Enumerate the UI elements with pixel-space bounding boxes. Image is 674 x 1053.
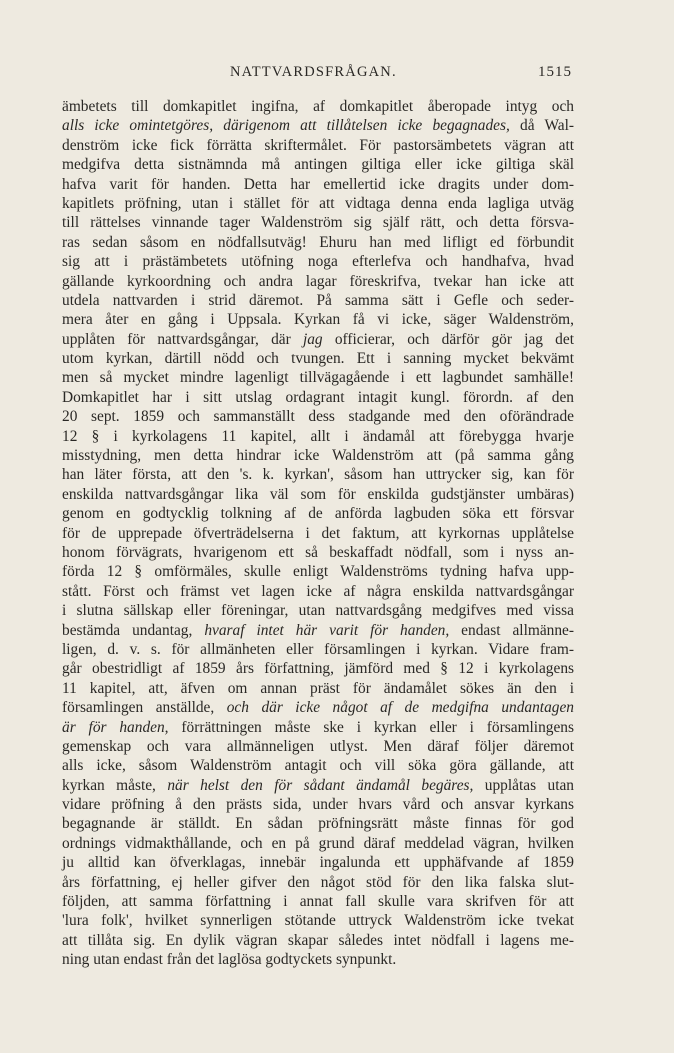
text-run: men så mycket mindre lagenligt tillvägagående i ett lagbundet samhälle!	[62, 369, 574, 387]
text-run: mera åter en gång i Uppsala. Kyrkan få vi icke, säger Waldenström,	[62, 311, 574, 329]
text-line	[62, 853, 574, 872]
text-line	[62, 543, 574, 562]
text-run: 11 kapitel, att, äfven om annan präst för ändamålet sökes än den i	[62, 679, 574, 697]
text-line	[62, 349, 574, 368]
text-line	[62, 368, 574, 387]
text-run: denström icke fick förrätta skriftermålet. För pastorsämbetets vägran att	[62, 136, 574, 154]
text-run: utom kyrkan, därtill nödd och tvungen. Ett i sanning mycket bekvämt	[62, 350, 574, 368]
text-line	[62, 233, 574, 252]
text-line	[62, 310, 574, 329]
text-run: 20 sept. 1859 och sammanställt dess stadgande med den oförändrade	[62, 408, 574, 426]
running-title: NATTVARDSFRÅGAN.	[230, 64, 397, 80]
text-line	[62, 175, 574, 194]
text-line	[62, 116, 574, 135]
text-line	[62, 465, 574, 484]
text-run: ligen, d. v. s. för allmänheten eller församlingen i kyrkan. Vidare fram-	[62, 640, 574, 658]
text-line	[62, 640, 574, 659]
text-run: 12 § i kyrkolagens 11 kapitel, allt i ändamål att förebygga hvarje	[62, 427, 574, 445]
text-run: följden, att samma författning i annat fall skulle vara skrifven för att	[62, 893, 574, 911]
italic-text: är för handen,	[62, 718, 169, 736]
text-line	[62, 621, 574, 640]
text-line	[62, 524, 574, 543]
text-run: stått. Först och främst vet lagen icke af några enskilda nattvardsgångar	[62, 582, 574, 600]
text-run: förda 12 § omförmäles, skulle enligt Waldenströms tydning hafva upp-	[62, 563, 574, 581]
italic-text: alls icke omintetgöres, därigenom att tillåtelsen icke begagnades,	[62, 117, 510, 135]
text-run: endast allmänne-	[449, 621, 574, 639]
text-run: ju alltid kan öfverklagas, innebär ingalunda ett upphäfvande af 1859	[62, 854, 574, 872]
text-line	[62, 795, 574, 814]
text-line	[62, 252, 574, 271]
italic-text: hvaraf intet här varit för handen,	[204, 621, 450, 639]
body-text	[62, 97, 574, 970]
text-run: för de upprepade öfverträdelserna i det faktum, att kyrkornas upplåtelse	[62, 524, 574, 542]
text-line	[62, 213, 574, 232]
italic-text: och där icke något af de medgifna undantagen	[226, 699, 575, 717]
text-line	[62, 892, 574, 911]
text-run: upplåten för nattvardsgångar, där	[62, 330, 303, 348]
text-run: års författning, ej heller gifver den något stöd för den lika falska slut-	[62, 873, 574, 891]
text-line	[62, 388, 574, 407]
text-line	[62, 698, 574, 717]
text-run: kyrkan måste,	[62, 776, 168, 794]
text-line	[62, 446, 574, 465]
text-line	[62, 718, 574, 737]
text-run: då Wal-	[509, 117, 574, 135]
text-line	[62, 97, 574, 116]
text-line	[62, 931, 574, 950]
text-run: till rättelses vinnande tager Waldenström sig själf rätt, och detta försva-	[62, 214, 574, 232]
text-run: enskilda nattvardsgångar lika väl som för enskilda gudstjänster umbäras)	[62, 485, 574, 503]
text-line	[62, 407, 574, 426]
text-line	[62, 776, 574, 795]
text-line	[62, 136, 574, 155]
italic-text: jag	[302, 330, 323, 348]
text-line	[62, 601, 574, 620]
text-run: förrättningen måste ske i kyrkan eller i församlingens	[168, 718, 574, 736]
text-line	[62, 756, 574, 775]
text-line	[62, 737, 574, 756]
text-run: gällande kyrkoordning och andra lagar föreskrifva, tvekar han icke att	[62, 272, 574, 290]
text-line	[62, 485, 574, 504]
text-line	[62, 911, 574, 930]
text-run: medgifva detta sistnämnda må antingen giltiga eller icke giltiga skäl	[62, 156, 574, 174]
text-line	[62, 504, 574, 523]
text-line	[62, 427, 574, 446]
text-run: genom en godtycklig tolkning af de anförda lagbuden söka ett försvar	[62, 505, 574, 523]
text-line	[62, 679, 574, 698]
text-run: hafva varit för handen. Detta har emellertid icke dragits under dom-	[62, 175, 574, 193]
text-line	[62, 194, 574, 213]
text-run: honom förvägrats, hvarigenom ett så beskaffadt nödfall, som i nyss an-	[62, 543, 574, 561]
text-run: gemenskap och vara allmänneligen utlyst. Men däraf följer däremot	[62, 737, 574, 755]
text-line	[62, 814, 574, 833]
text-line	[62, 834, 574, 853]
text-run: 'lura folk', hvilket synnerligen stötande uttryck Waldenström icke tvekat	[62, 912, 574, 930]
text-run: sig att i prästämbetets utöfning noga efterlefva och handhafva, hvad	[62, 253, 574, 271]
text-run: upplåtas utan	[473, 776, 574, 794]
text-run: ordnings vidmakthållande, och en på grund däraf meddelad vägran, hvilken	[62, 834, 574, 852]
text-line	[62, 155, 574, 174]
text-line	[62, 659, 574, 678]
text-run: går obestridligt af 1859 års författning, jämförd med § 12 i kyrkolagens	[62, 660, 574, 678]
text-run: vidare pröfning å den prästs sida, under hvars vård och ansvar kyrkans	[62, 796, 574, 814]
text-line	[62, 272, 574, 291]
text-run: alls icke, såsom Waldenström antagit och vill söka göra gällande, att	[62, 757, 574, 775]
text-run: församlingen anställde,	[62, 699, 227, 717]
italic-text: när helst den för sådant ändamål begäres,	[167, 776, 474, 794]
text-run: han läter första, att den 's. k. kyrkan', såsom han uttrycker sig, kan för	[62, 466, 574, 484]
text-line	[62, 950, 574, 969]
text-run: bestämda undantag,	[62, 621, 205, 639]
text-run: ning utan endast från det laglösa godtyckets synpunkt.	[62, 951, 397, 969]
text-run: ämbetets till domkapitlet ingifna, af domkapitlet åberopade intyg och	[62, 98, 574, 115]
text-line	[62, 291, 574, 310]
page-header	[62, 64, 572, 84]
text-line	[62, 873, 574, 892]
text-run: officierar, och därför gör jag det	[322, 330, 574, 348]
text-run: utdela nattvarden i strid däremot. På samma sätt i Gefle och seder-	[62, 291, 574, 309]
text-run: Domkapitlet har i sitt utslag ordagrant intagit kungl. förordn. af den	[62, 388, 574, 406]
text-run: misstydning, men detta hindrar icke Waldenström att (på samma gång	[62, 447, 574, 465]
text-run: begagnande är ställdt. En sådan pröfningsrätt måste finnas för god	[62, 815, 574, 833]
text-run: i slutna sällskap eller föreningar, utan nattvardsgång medgifves med vissa	[62, 602, 574, 620]
page-number: 1515	[538, 64, 572, 80]
text-line	[62, 330, 574, 349]
text-run: ras sedan såsom en nödfallsutväg! Ehuru han med lifligt ed förbundit	[62, 233, 574, 251]
text-run: kapitlets pröfning, utan i stället för att vidtaga denna enda lagliga utväg	[62, 194, 574, 212]
text-run: att tillåta sig. En dylik vägran skapar således intet nödfall i lagens me-	[62, 931, 574, 949]
text-line	[62, 562, 574, 581]
text-line	[62, 582, 574, 601]
